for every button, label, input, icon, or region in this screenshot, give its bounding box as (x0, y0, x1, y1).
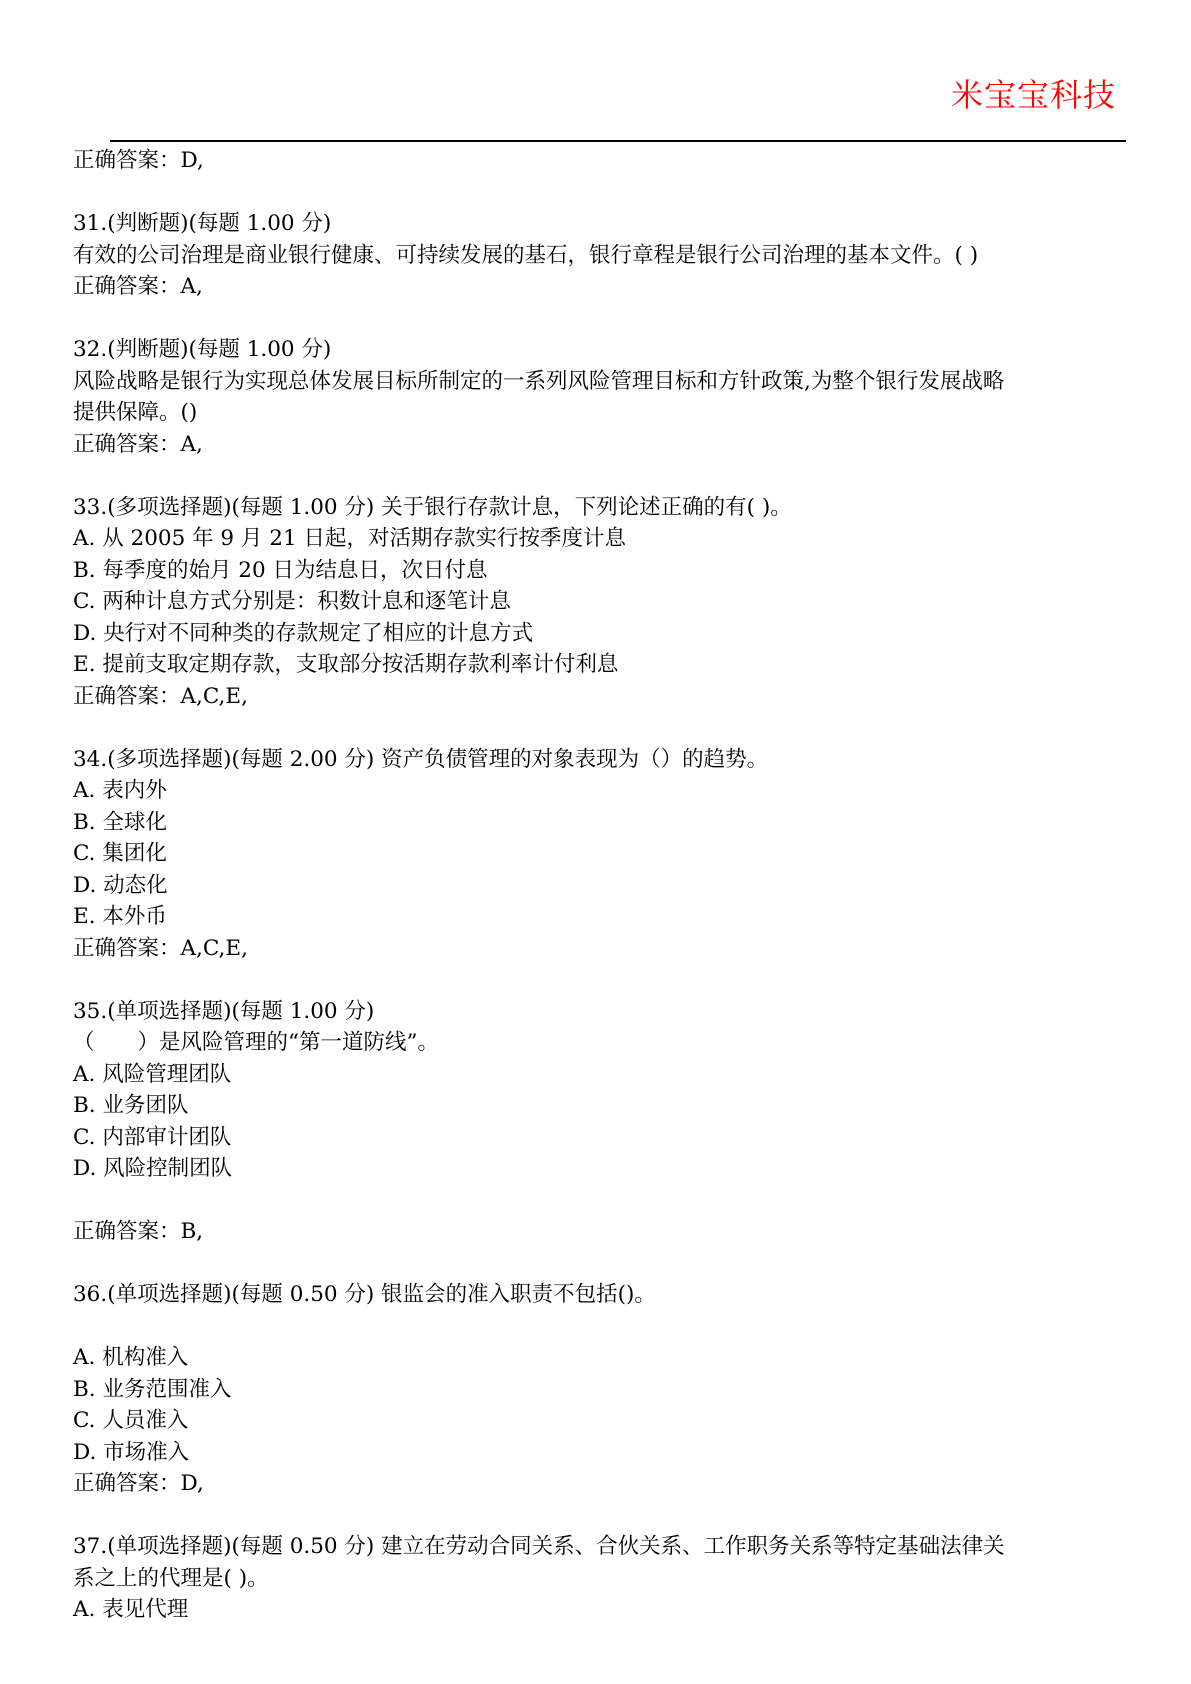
answer-line: 正确答案：A, (73, 274, 203, 299)
question-32 (73, 334, 1133, 460)
option-c: C. 人员准入 (73, 1408, 189, 1433)
answer-line: 正确答案：A, (73, 431, 203, 457)
document-body (73, 145, 1133, 1657)
option-a: A. 表见代理 (73, 1597, 189, 1622)
question-title: 33.(多项选择题)(每题 1.00 分) 关于银行存款计息，下列论述正确的有( )。 (73, 494, 792, 520)
question-37 (73, 1531, 1133, 1626)
question-35 (73, 996, 1133, 1248)
answer-line: 正确答案：D, (73, 1471, 204, 1496)
option-d: D. 风险控制团队 (73, 1156, 233, 1181)
question-36 (73, 1279, 1133, 1500)
question-title: 34.(多项选择题)(每题 2.00 分) 资产负债管理的对象表现为（）的趋势。 (73, 746, 769, 772)
question-title: 32.(判断题)(每题 1.00 分) (73, 337, 332, 362)
option-a: A. 表内外 (73, 778, 167, 803)
option-b: B. 业务团队 (73, 1093, 189, 1118)
answer-line: 正确答案：B, (73, 1219, 204, 1244)
option-b: B. 每季度的始月 20 日为结息日，次日付息 (73, 557, 488, 583)
carry-over-answer-block (73, 145, 1133, 177)
spacer (73, 1185, 1133, 1217)
question-stem: 有效的公司治理是商业银行健康、可持续发展的基石，银行章程是银行公司治理的基本文件。( ) (73, 242, 979, 268)
question-stem: 提供保障。() (73, 400, 198, 425)
question-34 (73, 744, 1133, 965)
question-stem: （ ）是风险管理的“第一道防线”。 (73, 1030, 439, 1055)
option-d: D. 央行对不同种类的存款规定了相应的计息方式 (73, 620, 534, 646)
option-b: B. 业务范围准入 (73, 1376, 232, 1402)
option-a: A. 从 2005 年 9 月 21 日起，对活期存款实行按季度计息 (73, 526, 626, 551)
spacer (73, 1311, 1133, 1343)
option-b: B. 全球化 (73, 809, 167, 835)
option-c: C. 两种计息方式分别是：积数计息和逐笔计息 (73, 589, 511, 614)
option-d: D. 市场准入 (73, 1439, 190, 1465)
answer-line: 正确答案：D, (73, 148, 204, 173)
question-stem: 系之上的代理是( )。 (73, 1565, 269, 1591)
option-d: D. 动态化 (73, 872, 168, 898)
question-title: 31.(判断题)(每题 1.00 分) (73, 211, 332, 236)
answer-line: 正确答案：A,C,E, (73, 935, 248, 961)
question-title: 35.(单项选择题)(每题 1.00 分) (73, 998, 375, 1024)
question-stem: 风险战略是银行为实现总体发展目标所制定的一系列风险管理目标和方针政策,为整个银行发展战略 (73, 368, 1005, 394)
option-e: E. 提前支取定期存款，支取部分按活期存款利率计付利息 (73, 652, 619, 677)
question-title: 37.(单项选择题)(每题 0.50 分) 建立在劳动合同关系、合伙关系、工作职务关系等特定基础法律关 (73, 1534, 1005, 1559)
question-31 (73, 208, 1133, 303)
option-a: A. 风险管理团队 (73, 1061, 232, 1087)
option-c: C. 集团化 (73, 841, 167, 866)
option-c: C. 内部审计团队 (73, 1124, 232, 1150)
answer-line: 正确答案：A,C,E, (73, 683, 248, 709)
header-divider (110, 140, 1126, 142)
brand-logo-text: 米宝宝科技 (950, 76, 1116, 114)
question-33 (73, 492, 1133, 713)
question-title: 36.(单项选择题)(每题 0.50 分) 银监会的准入职责不包括()。 (73, 1282, 656, 1307)
option-e: E. 本外币 (73, 904, 167, 929)
option-a: A. 机构准入 (73, 1345, 189, 1370)
